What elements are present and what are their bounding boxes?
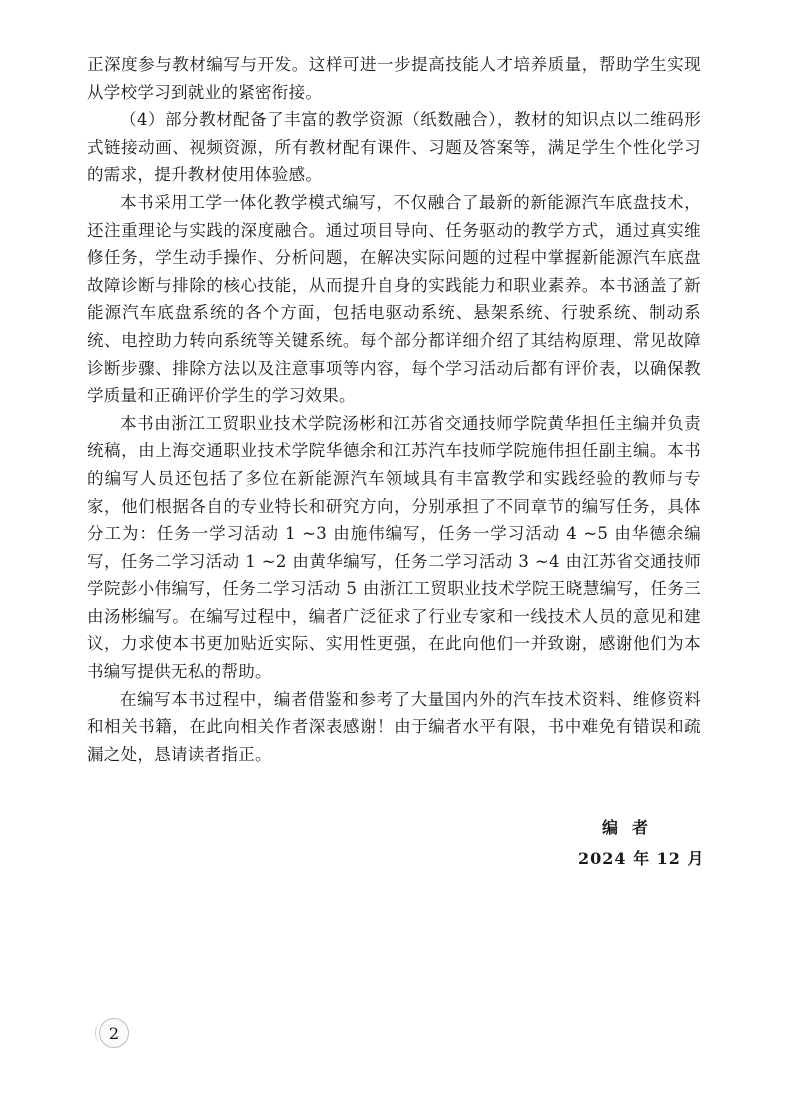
- signoff-block: [560, 815, 710, 869]
- paragraph-authors: 本书由浙江工贸职业技术学院汤彬和江苏省交通技师学院黄华担任主编并负责统稿，由上海交通职业技术学院华德余和江苏汽车技师学院施伟担任副主编。本书的编写人员还包括了多位在新能源汽车领域具有丰富教学和实践经验的教师与专家，他们根据各自的专业特长和研究方向，分别承担了不同章节的编写任务，具体分工为：任务一学习活动 1 ~3 由施伟编写，任务一学习活动 4 ~5 由华德余编写，任务二学习活动 1 ~2 由黄华编写，任务二学习活动 3 ~4 由江苏省交通技师学院彭小伟编写，任务二学习活动 5 由浙江工贸职业技术学院王晓慧编写，任务三由汤彬编写。在编写过程中，编者广泛征求了行业专家和一线技术人员的意见和建议，力求使本书更加贴近实际、实用性更强，在此向他们一并致谢，感谢他们为本书编写提供无私的帮助。: [87, 413, 701, 682]
- paragraph-acknowledgement: 在编写本书过程中，编者借鉴和参考了大量国内外的汽车技术资料、维修资料和相关书籍，在此向相关作者深表感谢！由于编者水平有限，书中难免有错误和疏漏之处，恳请读者指正。: [87, 689, 701, 764]
- page-number-badge: [99, 1018, 129, 1048]
- paragraph-teaching-resources: （4）部分教材配备了丰富的教学资源（纸数融合），教材的知识点以二维码形式链接动画、视频资源，所有教材配有课件、习题及答案等，满足学生个性化学习的需求，提升教材使用体验感。: [87, 110, 701, 185]
- paragraph-teaching-mode: 本书采用工学一体化教学模式编写，不仅融合了最新的新能源汽车底盘技术，还注重理论与实践的深度融合。通过项目导向、任务驱动的教学方式，通过真实维修任务，学生动手操作、分析问题，在解决实际问题的过程中掌握新能源汽车底盘故障诊断与排除的核心技能，从而提升自身的实践能力和职业素养。本书涵盖了新能源汽车底盘系统的各个方面，包括电驱动系统、悬架系统、行驶系统、制动系统、电控助力转向系统等关键系统。每个部分都详细介绍了其结构原理、常见故障诊断步骤、排除方法以及注意事项等内容，每个学习活动后都有评价表，以确保教学质量和正确评价学生的学习效果。: [87, 192, 701, 406]
- paragraph-continued: 正深度参与教材编写与开发。这样可进一步提高技能人才培养质量，帮助学生实现从学校学习到就业的紧密衔接。: [87, 55, 701, 102]
- preface-body: [87, 51, 701, 768]
- signoff-date: 2024 年 12 月: [578, 849, 705, 868]
- page-number: 2: [108, 1023, 120, 1043]
- author-signature: 编者: [602, 818, 663, 837]
